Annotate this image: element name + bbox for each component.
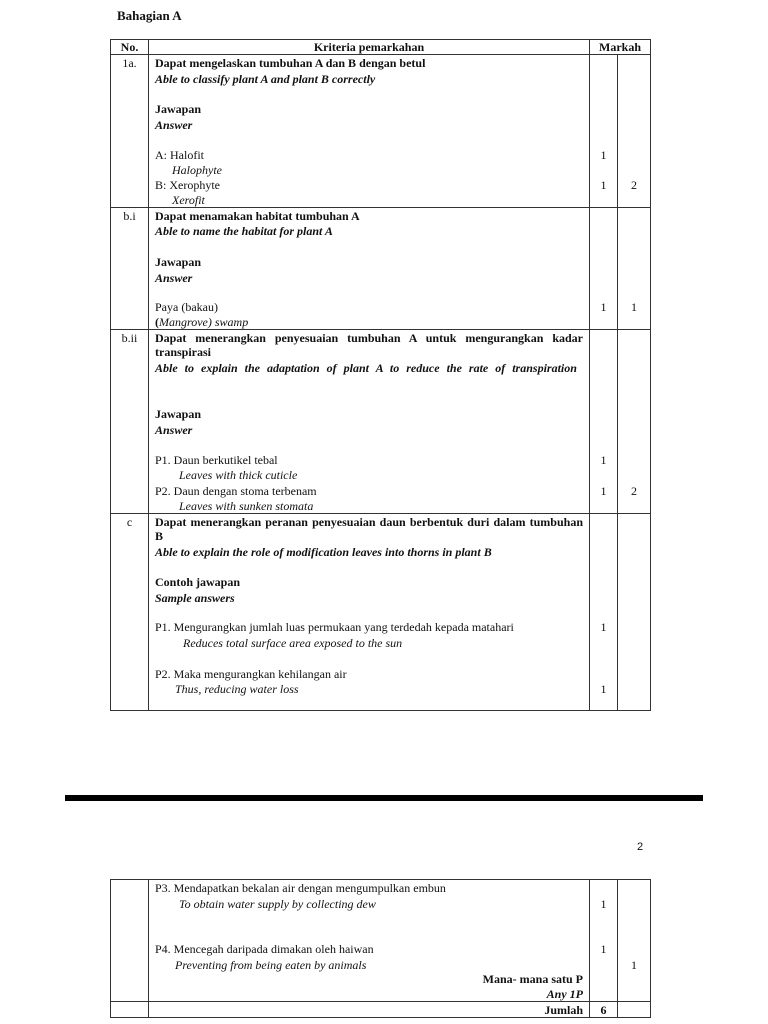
answer-label-bm: Jawapan [155, 407, 202, 421]
question-number: b.ii [121, 331, 138, 345]
mark: 1 [600, 178, 607, 192]
answer-label-bm: Jawapan [155, 102, 202, 116]
section-title: Bahagian A [117, 8, 182, 23]
grand-total: 6 [600, 1003, 607, 1017]
answer-label-bm: Contoh jawapan [155, 575, 241, 589]
total-mark: 1 [631, 300, 637, 314]
total-mark: 2 [631, 484, 637, 498]
answer-a-en: Halophyte [172, 163, 222, 177]
mark: 1 [600, 897, 607, 911]
point-4-en: Preventing from being eaten by animals [175, 958, 367, 972]
answer-bm: Paya (bakau) [155, 300, 218, 314]
mark: 1 [600, 148, 607, 162]
point-1-bm: P1. Mengurangkan jumlah luas permukaan yang terdedah kepada matahari [155, 620, 514, 634]
mark: 1 [600, 620, 607, 634]
any-one-label-en: Any 1P [546, 987, 583, 1001]
criteria-en: Able to classify plant A and plant B correctly [155, 72, 376, 86]
header-criteria: Kriteria pemarkahan [313, 40, 425, 54]
point-1-bm: P1. Daun berkutikel tebal [155, 453, 278, 467]
total-mark: 1 [631, 958, 637, 972]
header-marks: Markah [599, 40, 641, 54]
point-1-en: Leaves with thick cuticle [179, 468, 298, 482]
question-number: b.i [123, 209, 136, 223]
any-one-label-bm: Mana- mana satu P [482, 972, 583, 986]
point-3-en: To obtain water supply by collecting dew [179, 897, 376, 911]
criteria-bm: Dapat menerangkan penyesuaian tumbuhan A untuk mengurangkan kadar transpirasi [155, 331, 583, 359]
question-number: c [126, 515, 133, 529]
point-3-bm: P3. Mendapatkan bekalan air dengan mengumpulkan embun [155, 881, 446, 895]
answer-label-en: Answer [155, 271, 193, 285]
criteria-bm: Dapat mengelaskan tumbuhan A dan B dengan betul [155, 56, 426, 70]
point-2-bm: P2. Daun dengan stoma terbenam [155, 484, 317, 498]
criteria-en: Able to explain the role of modification leaves into thorns in plant B [155, 545, 492, 559]
criteria-en: Able to explain the adaptation of plant A to reduce the rate of transpiration [155, 361, 577, 375]
answer-a-bm: A: Halofit [155, 148, 204, 162]
mark: 1 [600, 682, 607, 696]
mark: 1 [600, 484, 607, 498]
page-separator [65, 795, 703, 801]
point-1-en: Reduces total surface area exposed to the sun [183, 636, 403, 650]
answer-b-en: Xerofit [172, 193, 205, 207]
point-2-en: Leaves with sunken stomata [179, 499, 314, 513]
page-number: 2 [637, 841, 644, 853]
answer-label-en: Answer [155, 118, 193, 132]
mark: 1 [600, 453, 607, 467]
header-no: No. [120, 40, 139, 54]
criteria-en: Able to name the habitat for plant A [155, 224, 333, 238]
point-2-en: Thus, reducing water loss [175, 682, 299, 696]
answer-b-bm: B: Xerophyte [155, 178, 220, 192]
total-label: Jumlah [544, 1003, 583, 1017]
mark: 1 [600, 942, 607, 956]
answer-label-en: Answer [155, 423, 193, 437]
total-mark: 2 [631, 178, 637, 192]
answer-label-bm: Jawapan [155, 255, 202, 269]
mark: 1 [600, 300, 607, 314]
criteria-bm: Dapat menerangkan peranan penyesuaian daun berbentuk duri dalam tumbuhan B [155, 515, 583, 543]
question-number: 1a. [122, 56, 137, 70]
criteria-bm: Dapat menamakan habitat tumbuhan A [155, 209, 360, 223]
point-4-bm: P4. Mencegah daripada dimakan oleh haiwan [155, 942, 374, 956]
answer-label-en: Sample answers [155, 591, 235, 605]
answer-en: (Mangrove) swamp [155, 315, 249, 329]
point-2-bm: P2. Maka mengurangkan kehilangan air [155, 667, 347, 681]
